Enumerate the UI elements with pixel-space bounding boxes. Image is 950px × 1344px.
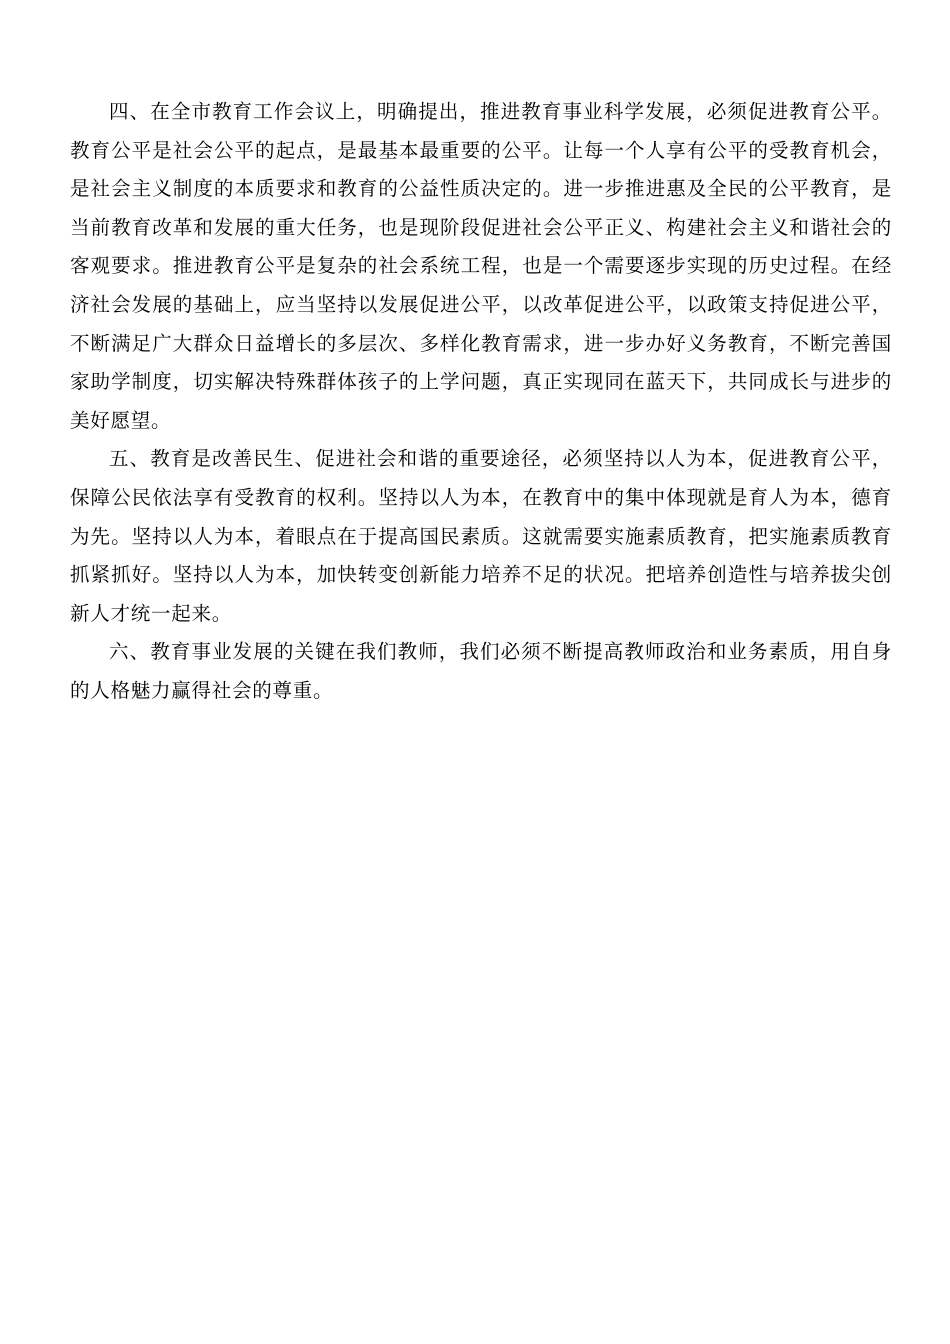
paragraph-five: 五、教育是改善民生、促进社会和谐的重要途径，必须坚持以人为本，促进教育公平，保障公民依法享有受教育的权利。坚持以人为本，在教育中的集中体现就是育人为本，德育为先。坚持以人为本，着眼点在于提高国民素质。这就需要实施素质教育，把实施素质教育抓紧抓好。坚持以人为本，加快转变创新能力培养不足的状况。把培养创造性与培养拔尖创新人才统一起来。	[70, 447, 892, 625]
document-body	[70, 93, 892, 711]
paragraph-six: 六、教育事业发展的关键在我们教师，我们必须不断提高教师政治和业务素质，用自身的人格魅力赢得社会的尊重。	[70, 640, 892, 702]
paragraph-four: 四、在全市教育工作会议上，明确提出，推进教育事业科学发展，必须促进教育公平。教育公平是社会公平的起点，是最基本最重要的公平。让每一个人享有公平的受教育机会，是社会主义制度的本质要求和教育的公益性质决定的。进一步推进惠及全民的公平教育，是当前教育改革和发展的重大任务，也是现阶段促进社会公平正义、构建社会主义和谐社会的客观要求。推进教育公平是复杂的社会系统工程，也是一个需要逐步实现的历史过程。在经济社会发展的基础上，应当坚持以发展促进公平，以改革促进公平，以政策支持促进公平，不断满足广大群众日益增长的多层次、多样化教育需求，进一步办好义务教育，不断完善国家助学制度，切实解决特殊群体孩子的上学问题，真正实现同在蓝天下，共同成长与进步的美好愿望。	[70, 100, 892, 432]
